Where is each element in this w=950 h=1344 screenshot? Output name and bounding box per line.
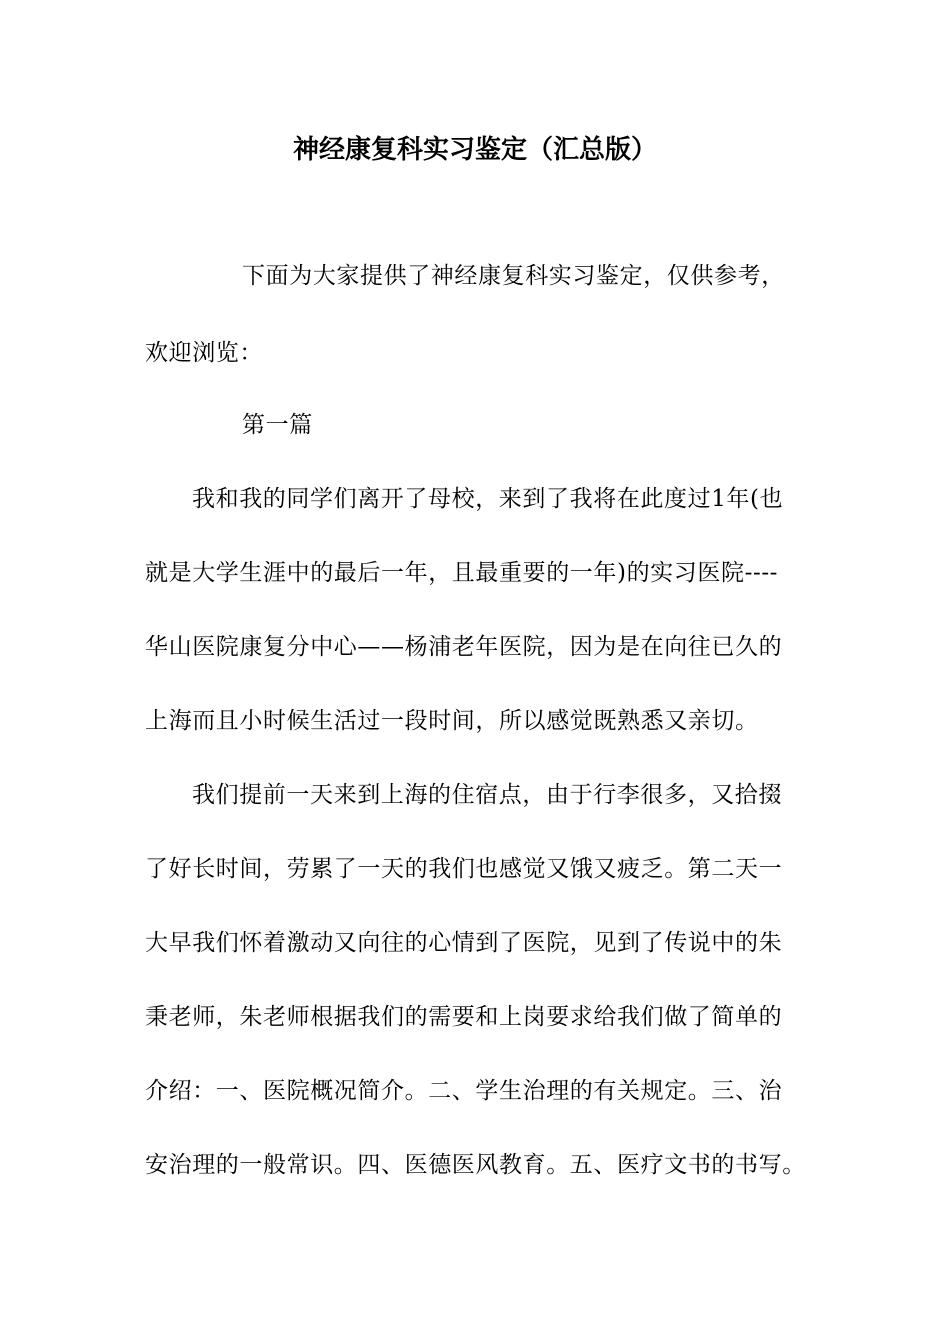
intro-line-1: 下面为大家提供了神经康复科实习鉴定，仅供参考， <box>242 263 785 289</box>
paragraph-2-line-3: 大早我们怀着激动又向往的心情到了医院，见到了传说中的朱 <box>145 930 783 956</box>
paragraph-2-line-2: 了好长时间，劳累了一天的我们也感觉又饿又疲乏。第二天一 <box>145 856 783 882</box>
paragraph-2-line-4: 秉老师，朱老师根据我们的需要和上岗要求给我们做了简单的 <box>145 1004 783 1030</box>
intro-line-2: 欢迎浏览： <box>145 340 263 366</box>
paragraph-2-line-1: 我们提前一天来到上海的住宿点，由于行李很多，又拾掇 <box>192 782 782 808</box>
paragraph-1-line-3: 华山医院康复分中心——杨浦老年医院，因为是在向往已久的 <box>145 634 783 660</box>
paragraph-1-line-1: 我和我的同学们离开了母校，来到了我将在此度过1年(也 <box>192 486 784 512</box>
paragraph-1-line-2: 就是大学生涯中的最后一年，且最重要的一年)的实习医院---- <box>145 560 779 586</box>
document-title: 神经康复科实习鉴定（汇总版） <box>292 135 657 165</box>
paragraph-1-line-4: 上海而且小时候生活过一段时间，所以感觉既熟悉又亲切。 <box>145 708 759 734</box>
paragraph-2-line-5: 介绍：一、医院概况简介。二、学生治理的有关规定。三、治 <box>145 1078 783 1104</box>
paragraph-2-line-6: 安治理的一般常识。四、医德医风教育。五、医疗文书的书写。 <box>145 1152 806 1178</box>
section-heading: 第一篇 <box>242 412 313 438</box>
